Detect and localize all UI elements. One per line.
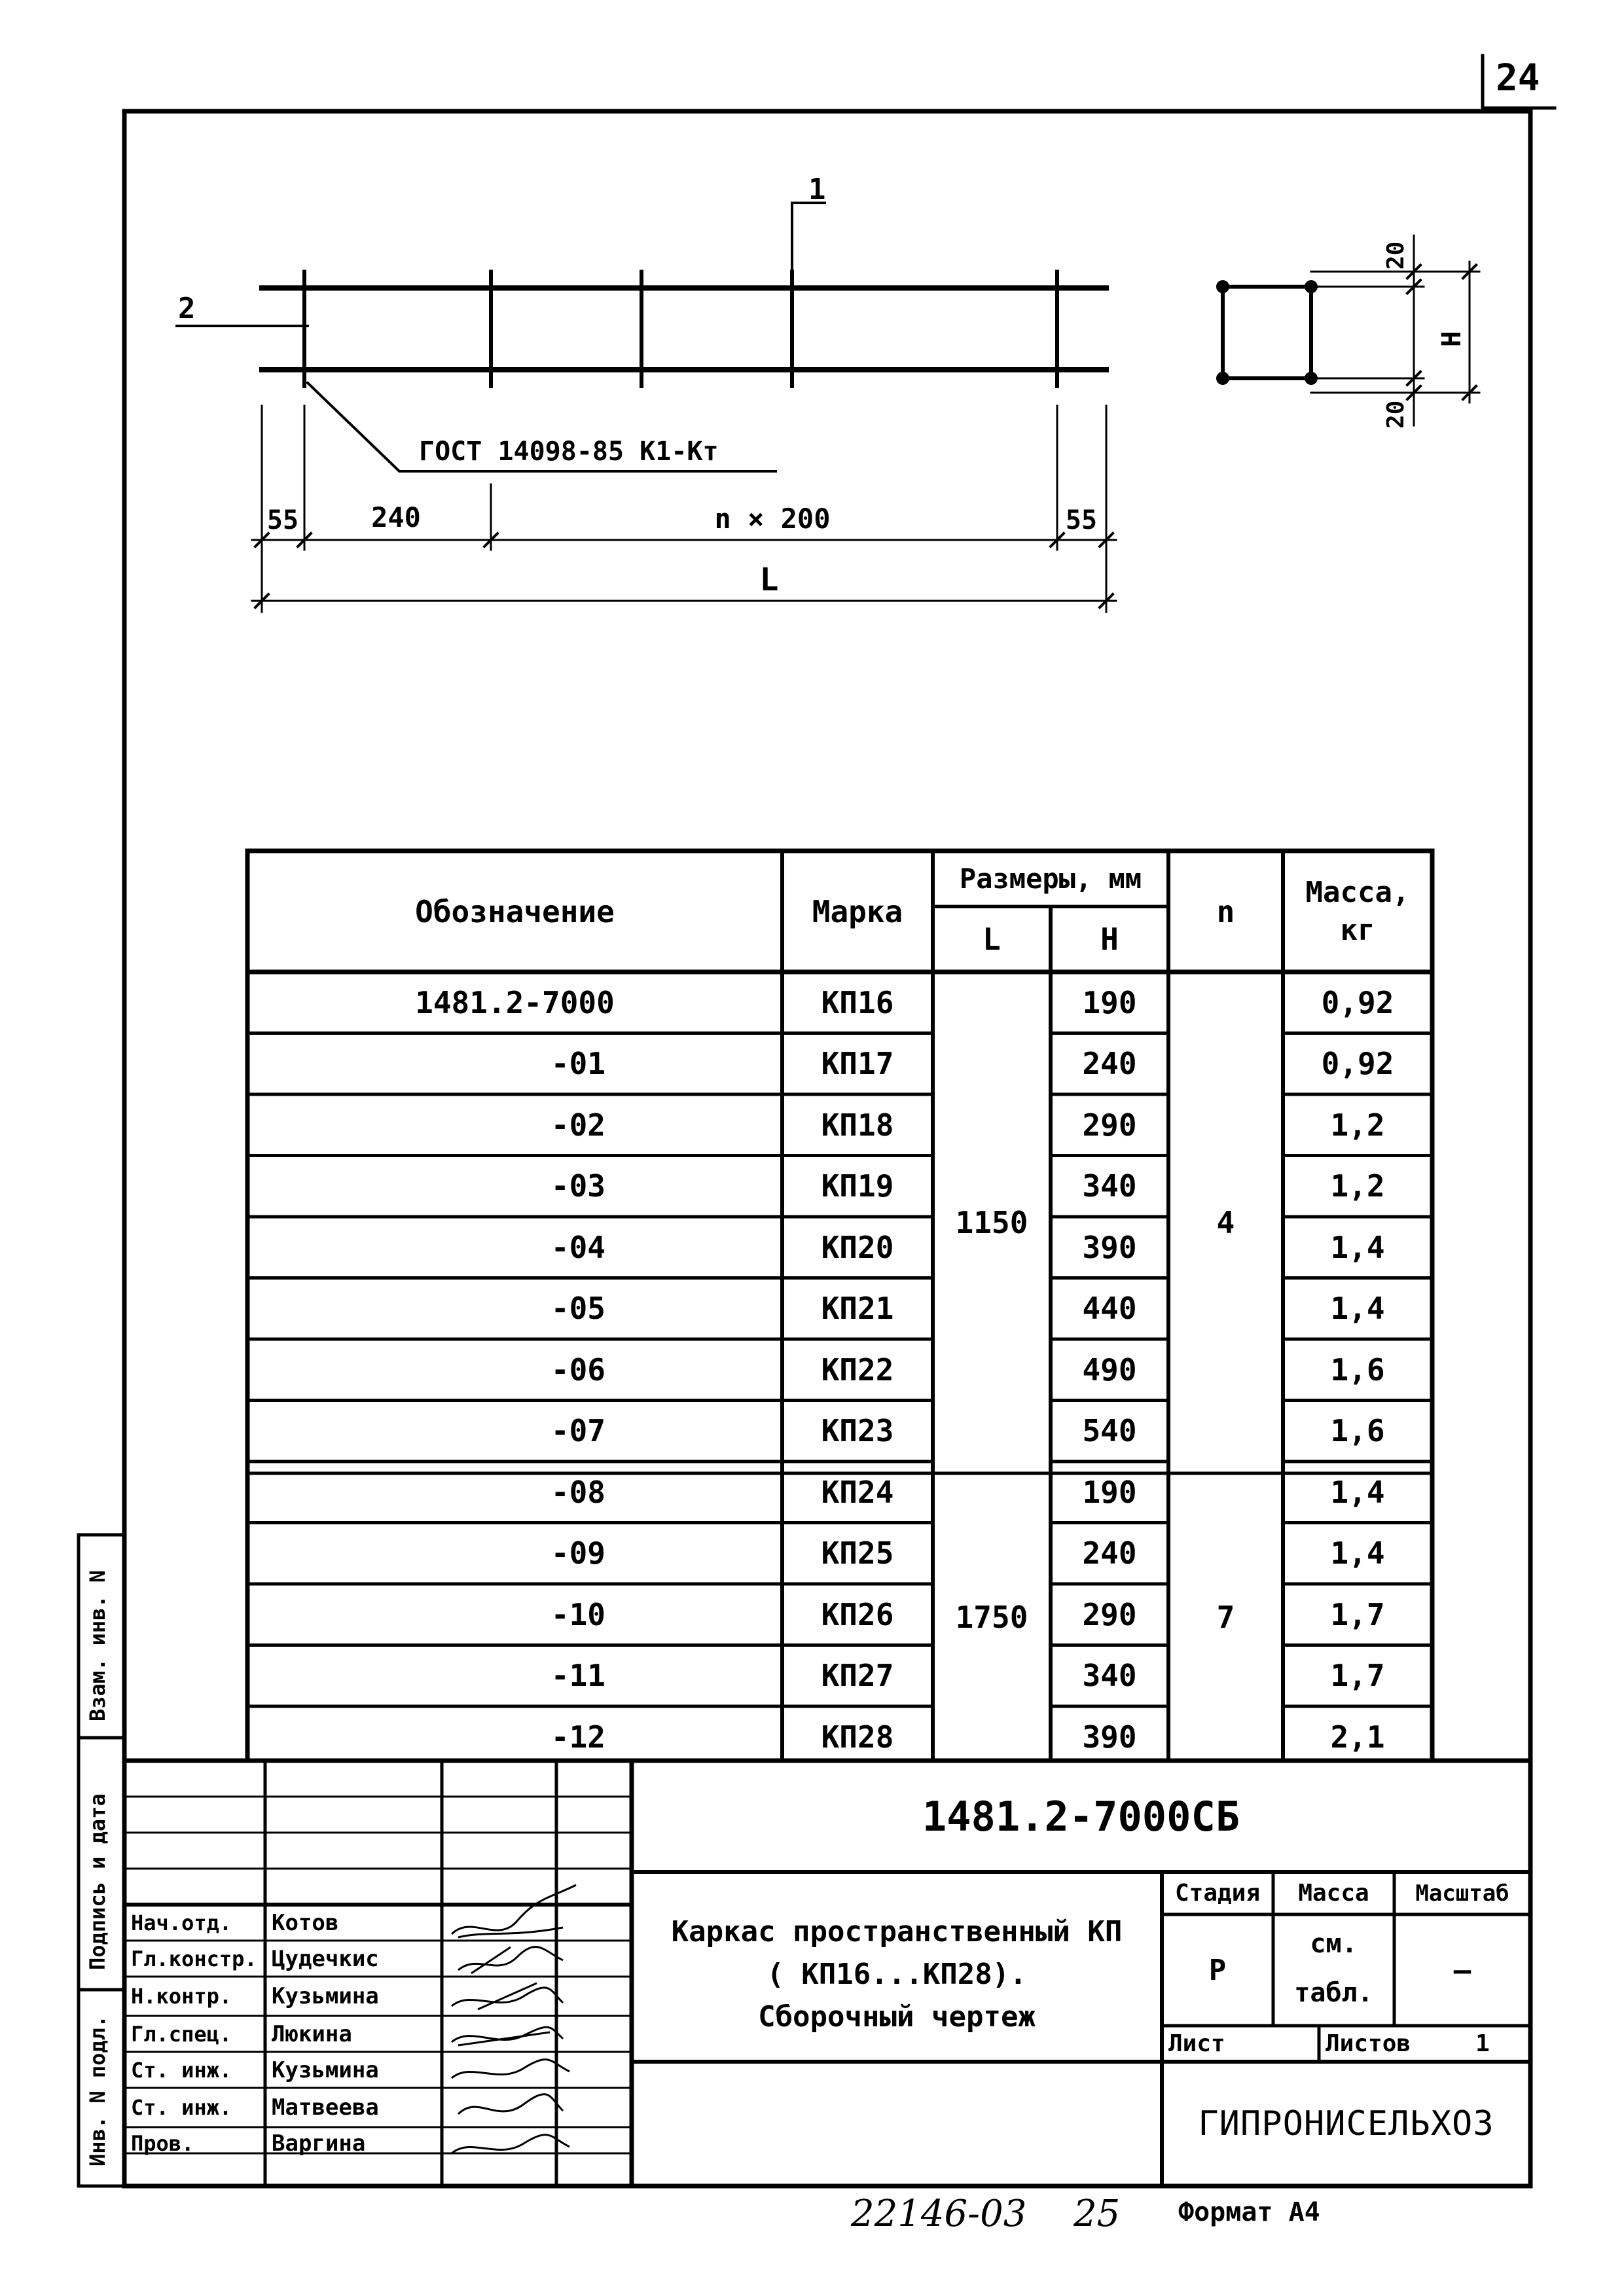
cell-H: 290 <box>1082 1107 1137 1143</box>
callout-1: 1 <box>808 173 826 206</box>
cell-designation: -08 <box>550 1474 605 1510</box>
signer-name: Варгина <box>272 2130 366 2157</box>
title-line-2: ( КП16...КП28). <box>767 1958 1027 1991</box>
group1-n: 4 <box>1216 1205 1235 1240</box>
cell-designation: -02 <box>550 1107 605 1143</box>
dim-55-right: 55 <box>1065 505 1098 535</box>
cell-H: 340 <box>1082 1168 1137 1204</box>
cell-mass: 1,6 <box>1330 1352 1385 1388</box>
organization: ГИПРОНИСЕЛЬХОЗ <box>1198 2104 1494 2144</box>
page-number: 24 <box>1496 57 1540 99</box>
signer-role: Н.контр. <box>131 1984 232 2009</box>
dim-55-left: 55 <box>266 505 299 535</box>
page-ref: 25 <box>1074 2193 1121 2235</box>
section-dim-H: H <box>1437 331 1467 347</box>
cell-mark: КП24 <box>821 1474 894 1510</box>
header-n: n <box>1216 893 1235 929</box>
cell-mass: 1,4 <box>1330 1229 1385 1265</box>
signer-name: Котов <box>272 1909 339 1936</box>
side-label-inv-podl: Инв. N подл. <box>85 2015 110 2166</box>
cell-mark: КП28 <box>821 1719 894 1755</box>
cell-designation: -06 <box>550 1352 605 1388</box>
cell-mass: 2,1 <box>1330 1719 1385 1755</box>
cell-mark: КП27 <box>821 1658 894 1694</box>
cell-mass: 0,92 <box>1321 1046 1394 1082</box>
cell-mark: КП17 <box>821 1046 894 1082</box>
cell-mass: 1,7 <box>1330 1596 1385 1632</box>
cell-mass: 1,2 <box>1330 1107 1385 1143</box>
header-H: H <box>1100 922 1119 957</box>
sheets-value: 1 <box>1475 2030 1490 2057</box>
title-line-3: Сборочный чертеж <box>758 2000 1036 2034</box>
cell-mark: КП23 <box>821 1413 894 1449</box>
cell-designation: -01 <box>550 1046 605 1082</box>
stage-label: Стадия <box>1174 1880 1261 1907</box>
cell-mass: 1,4 <box>1330 1291 1385 1327</box>
cell-H: 240 <box>1082 1046 1137 1082</box>
dim-n200: n × 200 <box>714 503 831 535</box>
dim-L: L <box>759 562 779 598</box>
title-line-1: Каркас пространственный КП <box>671 1915 1123 1948</box>
cell-H: 390 <box>1082 1229 1137 1265</box>
cell-mark: КП21 <box>821 1291 894 1327</box>
cell-designation: -09 <box>550 1535 605 1571</box>
cell-H: 440 <box>1082 1291 1137 1327</box>
cell-mass: 0,92 <box>1321 984 1394 1020</box>
dim-240: 240 <box>371 501 421 533</box>
cell-H: 190 <box>1082 984 1137 1020</box>
format-label: Формат А4 <box>1178 2197 1320 2227</box>
group1-L: 1150 <box>955 1205 1028 1240</box>
cell-mark: КП19 <box>821 1168 894 1204</box>
callout-2: 2 <box>178 292 196 325</box>
cell-designation: 1481.2-7000 <box>415 984 615 1020</box>
cell-mass: 1,4 <box>1330 1535 1385 1571</box>
cell-mark: КП25 <box>821 1535 894 1571</box>
section-dim-top: 20 <box>1382 241 1409 270</box>
signer-name: Кузьмина <box>272 2056 379 2083</box>
header-dims: Размеры, мм <box>959 863 1142 895</box>
signer-role: Ст. инж. <box>131 2057 232 2083</box>
cell-designation: -07 <box>550 1413 605 1449</box>
cell-H: 340 <box>1082 1658 1137 1694</box>
cell-H: 490 <box>1082 1352 1137 1388</box>
cell-mass: 1,6 <box>1330 1413 1385 1449</box>
cell-H: 390 <box>1082 1719 1137 1755</box>
header-mark: Марка <box>812 893 903 929</box>
signer-role: Гл.констр. <box>131 1946 257 1971</box>
cell-mark: КП26 <box>821 1596 894 1632</box>
mass-value-line2: табл. <box>1294 1978 1373 2008</box>
sheets-label: Листов <box>1326 2030 1411 2057</box>
cell-designation: -11 <box>550 1658 605 1694</box>
signer-name: Кузьмина <box>272 1983 379 2009</box>
cell-designation: -10 <box>550 1596 605 1632</box>
cell-designation: -03 <box>550 1168 605 1204</box>
signer-role: Пров. <box>131 2131 194 2156</box>
cell-mass: 1,4 <box>1330 1474 1385 1510</box>
weld-note: ГОСТ 14098-85 К1-Кт <box>419 437 719 467</box>
mass-value-line1: см. <box>1310 1929 1358 1959</box>
side-label-vzam-inv: Взам. инв. N <box>85 1570 110 1721</box>
cell-designation: -12 <box>550 1719 605 1755</box>
side-label-podpis-data: Подпись и дата <box>85 1793 110 1970</box>
archive-number: 22146-03 <box>851 2193 1027 2235</box>
signer-name: Люкина <box>272 2020 352 2047</box>
cell-designation: -04 <box>550 1229 605 1265</box>
cell-designation: -05 <box>550 1291 605 1327</box>
signer-role: Гл.спец. <box>131 2021 232 2047</box>
scale-value: — <box>1453 1953 1471 1987</box>
cell-H: 290 <box>1082 1596 1137 1632</box>
cell-H: 540 <box>1082 1413 1137 1449</box>
cell-H: 240 <box>1082 1535 1137 1571</box>
cell-mark: КП16 <box>821 984 894 1020</box>
signer-role: Нач.отд. <box>131 1910 232 1935</box>
cell-mark: КП22 <box>821 1352 894 1388</box>
signer-role: Ст. инж. <box>131 2095 232 2120</box>
cell-mark: КП20 <box>821 1229 894 1265</box>
signer-name: Цудечкис <box>272 1945 379 1972</box>
cell-mass: 1,2 <box>1330 1168 1385 1204</box>
cell-mass: 1,7 <box>1330 1658 1385 1694</box>
scale-label: Масштаб <box>1415 1880 1509 1907</box>
cell-H: 190 <box>1082 1474 1137 1510</box>
group2-L: 1750 <box>955 1599 1028 1635</box>
header-L: L <box>983 922 1001 957</box>
cell-mark: КП18 <box>821 1107 894 1143</box>
mass-label: Масса <box>1298 1880 1369 1907</box>
group2-n: 7 <box>1216 1599 1235 1635</box>
header-designation: Обозначение <box>415 893 615 929</box>
signer-name: Матвеева <box>272 2094 379 2121</box>
doc-code: 1481.2-7000СБ <box>922 1792 1240 1840</box>
section-dim-bottom: 20 <box>1382 400 1409 429</box>
sheet-label: Лист <box>1168 2030 1225 2057</box>
stage-value: Р <box>1208 1953 1227 1987</box>
header-mass: Масса, кг <box>1305 876 1410 947</box>
